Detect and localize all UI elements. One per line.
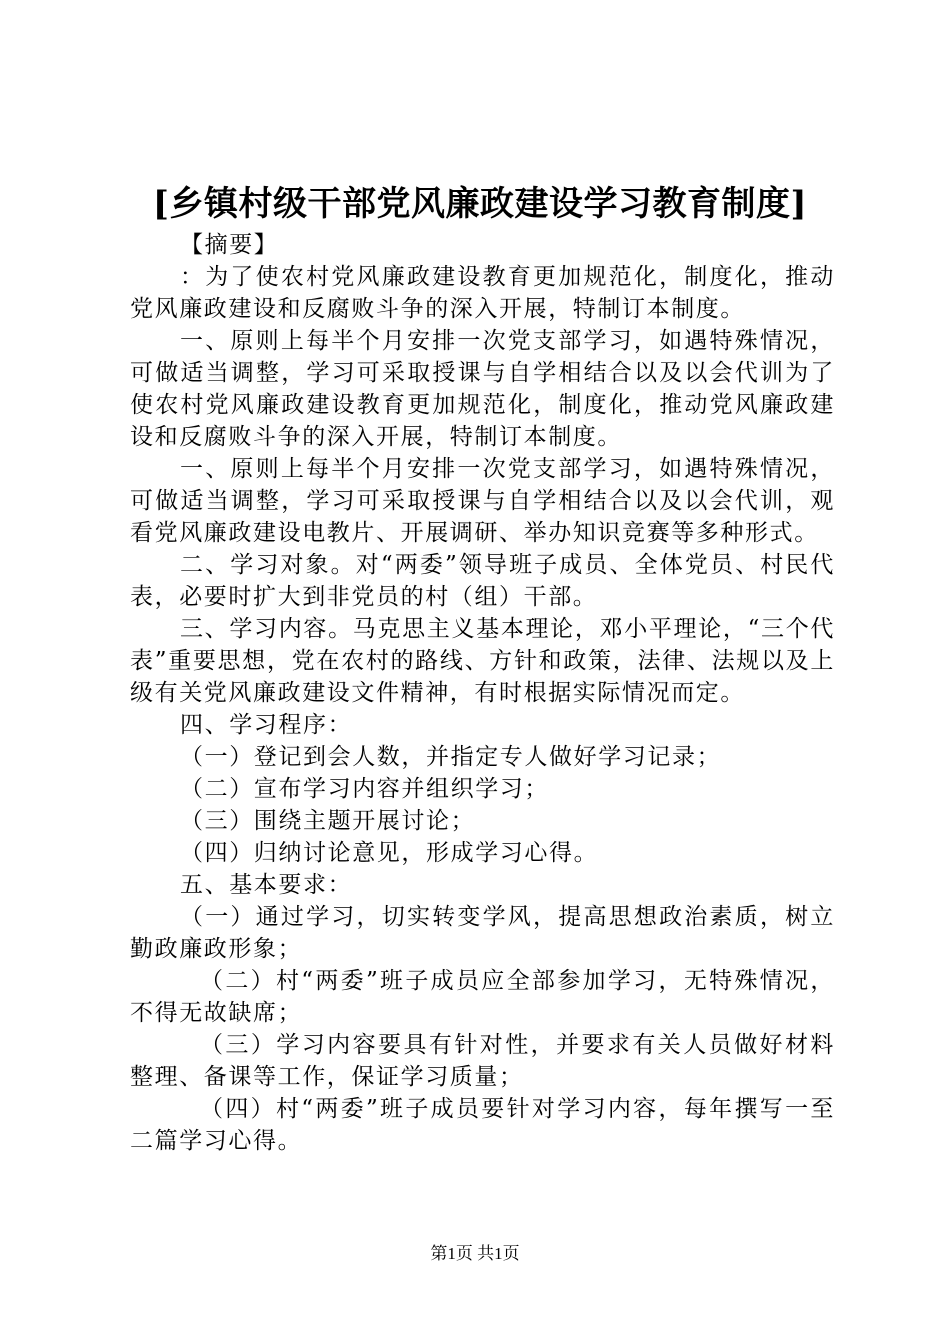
requirement-item-1: （一）通过学习，切实转变学风，提高思想政治素质，树立勤政廉政形象； [130,904,835,962]
paragraph-principle-repeat: 一、原则上每半个月安排一次党支部学习，如遇特殊情况，可做适当调整，学习可采取授课与自学相结合以及以会代训，观看党风廉政建设电教片、开展调研、举办知识竞赛等多种形式。 [130,456,835,546]
paragraph-principle: 一、原则上每半个月安排一次党支部学习，如遇特殊情况，可做适当调整，学习可采取授课与自学相结合以及以会代训为了使农村党风廉政建设教育更加规范化，制度化，推动党风廉政建设和反腐败斗争的深入开展，特制订本制度。 [130,328,835,450]
document-body [130,229,835,1157]
procedure-item-1: （一）登记到会人数，并指定专人做好学习记录； [180,744,722,770]
abstract-paragraph: ：为了使农村党风廉政建设教育更加规范化，制度化，推动党风廉政建设和反腐败斗争的深入开展，特制订本制度。 [130,264,835,322]
heading-basic-requirements: 五、基本要求： [180,872,353,898]
requirement-item-3: （三）学习内容要具有针对性，并要求有关人员做好材料整理、备课等工作，保证学习质量； [130,1032,835,1090]
document-title: [乡镇村级干部党风廉政建设学习教育制度] [152,184,808,224]
procedure-item-2: （二）宣布学习内容并组织学习； [180,776,549,802]
heading-study-procedure: 四、学习程序： [180,712,353,738]
paragraph-study-content: 三、学习内容。马克思主义基本理论，邓小平理论，“三个代表”重要思想，党在农村的路线、方针和政策，法律、法规以及上级有关党风廉政建设文件精神，有时根据实际情况而定。 [130,616,835,706]
paragraph-study-targets: 二、学习对象。对“两委”领导班子成员、全体党员、村民代表，必要时扩大到非党员的村（组）干部。 [130,552,835,610]
procedure-item-4: （四）归纳讨论意见，形成学习心得。 [180,840,599,866]
abstract-label: 【摘要】 [180,232,279,258]
procedure-item-3: （三）围绕主题开展讨论； [180,808,476,834]
requirement-item-4: （四）村“两委”班子成员要针对学习内容，每年撰写一至二篇学习心得。 [130,1096,835,1154]
requirement-item-2: （二）村“两委”班子成员应全部参加学习，无特殊情况，不得无故缺席； [130,968,835,1026]
page-number: 第1页 共1页 [430,1244,520,1263]
